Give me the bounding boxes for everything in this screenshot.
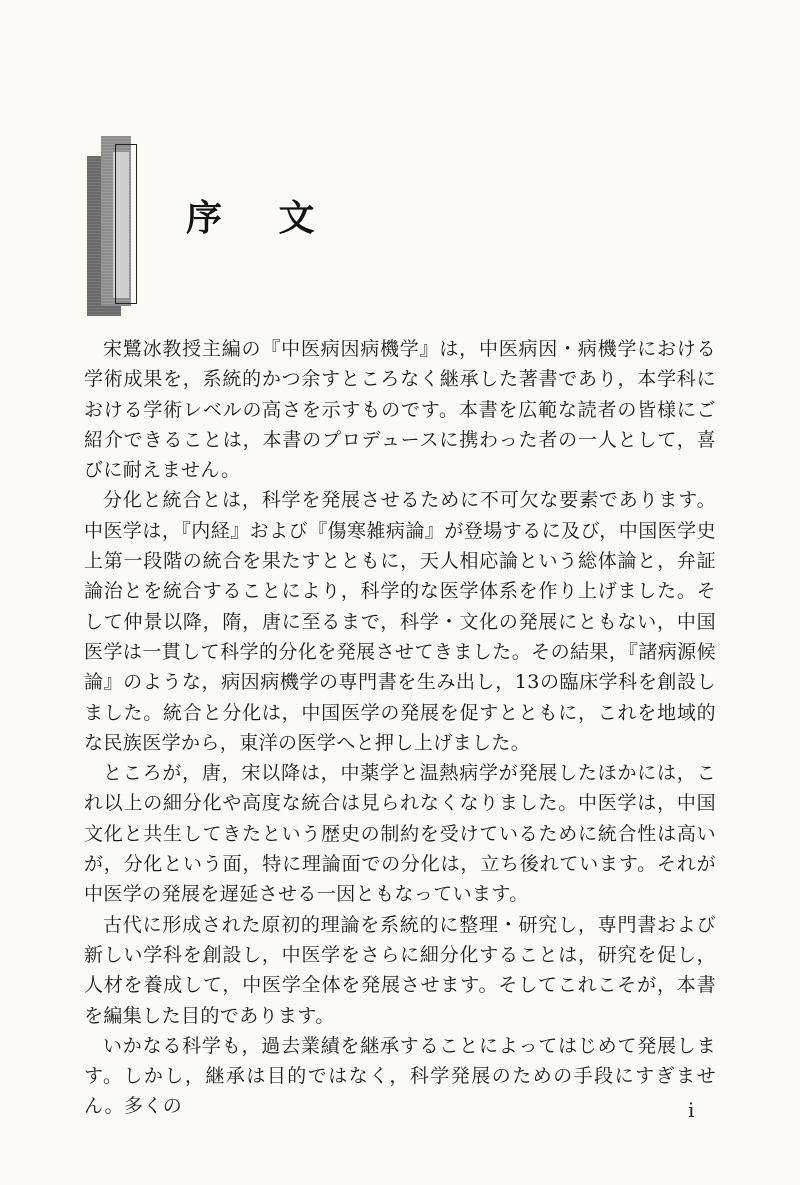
page-number: i [688,1098,695,1122]
heading-ornament [87,136,147,308]
ornament-frame [115,144,137,304]
paragraph-3: ところが，唐，宋以降は，中薬学と温熱病学が発展したほかには，これ以上の細分化や高度な統合は見られなくなりました。中医学は，中国文化と共生してきたという歴史の制約を受けているために統合性は高いが，分化という面，特に理論面での分化は，立ち後れています。それが中医学の発展を遅延させる一因ともなっています。 [84,762,716,906]
paragraph-5: いかなる科学も，過去業績を継承することによってはじめて発展します。しかし，継承は目的ではなく，科学発展のための手段にすぎません。多くの [84,1034,716,1118]
paragraph-4: 古代に形成された原初的理論を系統的に整理・研究し，専門書および新しい学科を創設し，中医学をさらに細分化することは，研究を促し，人材を養成して，中医学全体を発展させます。そしてこれこそが，本書を編集した目的であります。 [84,913,716,1027]
paragraph-2: 分化と統合とは，科学を発展させるために不可欠な要素であります。中医学は，『内経』および『傷寒雑病論』が登場するに及び，中国医学史上第一段階の統合を果たすとともに，天人相応論という総体論と，弁証論治とを統合することにより，科学的な医学体系を作り上げました。そして仲景以降，隋，唐に至るまで，科学・文化の発展にともない，中国医学は一貫して科学的分化を発展させてきました。その結果，『諸病源候論』のような，病因病機学の専門書を生み出し，13の臨床学科を創設しました。統合と分化は，中国医学の発展を促すとともに，これを地域的な民族医学から，東洋の医学へと押し上げました。 [84,489,716,754]
preface-body [84,334,716,1122]
paragraph-1: 宋鷺冰教授主編の『中医病因病機学』は，中医病因・病機学における学術成果を，系統的かつ余すところなく継承した著書であり，本学科における学術レベルの高さを示すものです。本書を広範な読者の皆様にご紹介できることは，本書のプロデュースに携わった者の一人として，喜びに耐えません。 [84,338,716,482]
page-title: 序 文 [186,197,337,239]
